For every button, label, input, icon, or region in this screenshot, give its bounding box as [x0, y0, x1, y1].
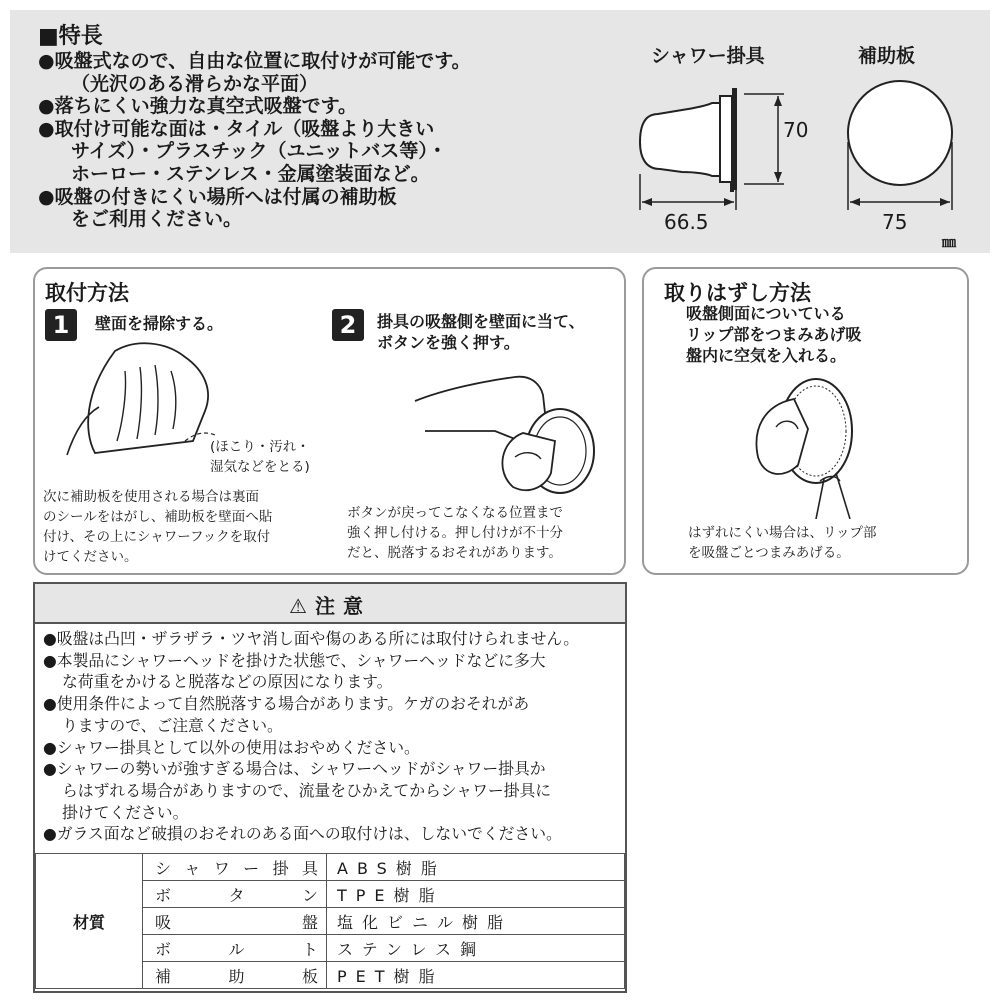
- step-2-after-line: 強く押し付ける。押し付けが不十分: [347, 525, 563, 541]
- materials-table: [35, 853, 625, 989]
- plate-diameter-dimension: 75: [882, 210, 908, 234]
- caution-list: [43, 628, 623, 845]
- feature-line: サイズ）・プラスチック（ユニットバス等）・: [71, 140, 447, 163]
- install-title: 取付方法: [45, 281, 129, 305]
- caution-line: ●シャワーの勢いが強すぎる場合は、シャワーヘッドがシャワー掛具か: [43, 759, 546, 779]
- caution-line: ●シャワー掛具として以外の使用はおやめください。: [43, 737, 420, 757]
- material-value: [327, 854, 625, 881]
- caution-line: ●使用条件によって自然脱落する場合があります。ケガのおそれがあ: [43, 694, 530, 714]
- caution-line: ●本製品にシャワーヘッドを掛けた状態で、シャワーヘッドなどに多大: [43, 650, 546, 670]
- material-part-name: シ ャ ワ ー 掛 具: [155, 858, 318, 878]
- hook-diagram-label: シャワー掛具: [651, 45, 765, 67]
- features-title: ■特長: [38, 24, 103, 49]
- material-part: [143, 881, 327, 908]
- removal-text-line: 盤内に空気を入れる。: [686, 346, 847, 365]
- step-1-after-line: のシールをはがし、補助板を壁面へ貼: [43, 509, 273, 525]
- step-1-after-line: けてください。: [43, 549, 138, 565]
- material-part: [143, 935, 327, 962]
- hook-width-dimension: 66.5: [664, 210, 709, 234]
- feature-line: ●落ちにくい強力な真空式吸盤です。: [38, 95, 358, 118]
- unit-label: ㎜: [942, 235, 956, 251]
- material-part-name: ボ ル ト: [155, 939, 318, 959]
- materials-label: 材質: [36, 854, 143, 989]
- removal-panel: [642, 267, 969, 575]
- step-2-text: ボタンを強く押す。: [377, 333, 520, 352]
- step-1-text: 壁面を掃除する。: [95, 314, 224, 333]
- material-value-text: PET樹脂: [337, 966, 444, 986]
- caution-header: [35, 584, 625, 624]
- step-2-after-line: だと、脱落するおそれがあります。: [347, 545, 562, 561]
- material-part-name: 吸 盤: [155, 912, 318, 932]
- caution-line: らはずれる場合がありますので、流量をひかえてからシャワー掛具に: [62, 780, 552, 800]
- material-value-text: ABS樹脂: [337, 858, 446, 878]
- plate-diagram: [830, 72, 970, 212]
- removal-after-line: を吸盤ごとつまみあげる。: [688, 545, 850, 561]
- material-part: [143, 854, 327, 881]
- feature-line: をご利用ください。: [71, 208, 243, 231]
- feature-line: ホーロー・ステンレス・金属塗装面など。: [71, 162, 430, 185]
- plate-diagram-label: 補助板: [858, 45, 916, 67]
- caution-line: りますので、ご注意ください。: [62, 715, 283, 735]
- feature-line: ●吸盤式なので、自由な位置に取付けが可能です。: [38, 50, 471, 72]
- feature-line: ●取付け可能な面は・タイル（吸盤より大きい: [38, 117, 435, 140]
- removal-text-line: 吸盤側面についている: [686, 304, 846, 323]
- caution-line: 掛けてください。: [62, 802, 189, 822]
- step-2-after-line: ボタンが戻ってこなくなる位置まで: [347, 505, 563, 521]
- material-part: [143, 908, 327, 935]
- step-1-after-line: 次に補助板を使用される場合は裏面: [43, 489, 259, 505]
- features-section: [10, 10, 990, 253]
- step-2-number: 2: [332, 309, 364, 341]
- table-row: [36, 854, 625, 881]
- material-value: [327, 881, 625, 908]
- caution-title: ⚠注意: [289, 594, 371, 618]
- removal-illustration: [724, 369, 874, 519]
- step-1-note: (ほこり・汚れ・: [210, 439, 310, 455]
- caution-line: ●吸盤は凸凹・ザラザラ・ツヤ消し面や傷のある所には取付けられません。: [43, 629, 580, 648]
- step-1-after-line: 付け、その上にシャワーフックを取付: [43, 529, 271, 545]
- wipe-hand-illustration: [55, 331, 225, 461]
- material-value: [327, 962, 625, 989]
- material-part-name: 補 助 板: [155, 966, 318, 986]
- material-part-name: ボ タ ン: [155, 885, 318, 905]
- material-value: [327, 908, 625, 935]
- feature-line: ●吸盤の付きにくい場所へは付属の補助板: [38, 185, 397, 208]
- material-value: [327, 935, 625, 962]
- step-1-note-2: 湿気などをとる): [210, 459, 310, 475]
- material-value-text: TPE樹脂: [337, 885, 444, 905]
- removal-text-line: リップ部をつまみあげ吸: [686, 325, 862, 344]
- press-hook-illustration: [405, 361, 605, 501]
- features-list: [38, 50, 558, 231]
- material-value-text: 塩化ビニル樹脂: [337, 912, 513, 932]
- removal-title: 取りはずし方法: [664, 281, 811, 305]
- feature-line: （光沢のある滑らかな平面）: [71, 72, 319, 95]
- material-part: [143, 962, 327, 989]
- step-1-number: 1: [45, 309, 77, 341]
- caution-box: [33, 582, 627, 993]
- hook-height-dimension: 70: [783, 118, 809, 142]
- caution-line: な荷重をかけると脱落などの原因になります。: [62, 672, 393, 692]
- removal-after-line: はずれにくい場合は、リップ部: [688, 525, 877, 541]
- install-panel: [33, 267, 626, 575]
- material-value-text: ステンレス鋼: [337, 939, 486, 959]
- hook-side-diagram: [630, 72, 830, 212]
- caution-line: ●ガラス面など破損のおそれのある面への取付けは、しないでください。: [43, 824, 562, 844]
- step-2-text: 掛具の吸盤側を壁面に当て、: [377, 312, 585, 331]
